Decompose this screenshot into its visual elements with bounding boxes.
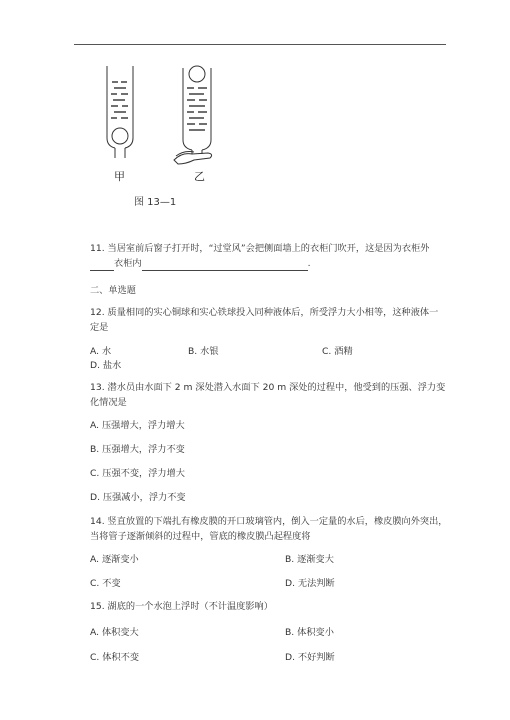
q14-option-b: B. 逐渐变大: [285, 554, 334, 565]
q13-option-d: D. 压强减小，浮力不变: [90, 492, 186, 503]
q13-option-b: B. 压强增大，浮力不变: [90, 444, 185, 455]
q12-option-b: B. 水银: [188, 346, 219, 357]
q12-option-a: A. 水: [90, 346, 112, 357]
q11-blank-2: [142, 260, 308, 271]
top-rule: [74, 44, 446, 45]
q14-line1: 14. 竖直放置的下端扎有橡皮膜的开口玻璃管内，倒入一定量的水后，橡皮膜向外突出，: [90, 516, 448, 527]
q12-option-c: C. 酒精: [322, 346, 353, 357]
section-title: 二、单选题: [90, 285, 136, 296]
tube-left: [107, 66, 133, 158]
q11-line1: 11. 当居室前后窗子打开时，“过堂风”会把侧面墙上的衣柜门吹开，这是因为衣柜外: [90, 243, 430, 254]
q13-line2: 化情况是: [90, 397, 127, 408]
label-yi: 乙: [194, 170, 205, 183]
q12-line2: 定是: [90, 322, 109, 333]
q11-blank-1: [90, 260, 114, 271]
q12-line1: 12. 质量相同的实心铜球和实心铁球投入同种液体后，所受浮力大小相等，这种液体一: [90, 307, 439, 318]
q14-line2: 当将管子逐渐倾斜的过程中，管底的橡皮膜凸起程度将: [90, 531, 311, 542]
figure-13-1: [90, 60, 250, 210]
q11-line2: [90, 256, 310, 271]
tube-right: [174, 66, 212, 164]
tubes-illustration: [90, 60, 250, 210]
q15-line1: 15. 湖底的一个水泡上浮时（不计温度影响）: [90, 601, 273, 612]
q14-option-c: C. 不变: [90, 578, 121, 589]
q14-option-d: D. 无法判断: [285, 578, 335, 589]
label-jia: 甲: [114, 170, 125, 183]
q13-option-a: A. 压强增大，浮力增大: [90, 420, 185, 431]
q11-mid: 衣柜内: [114, 258, 142, 269]
q15-option-a: A. 体积变大: [90, 627, 139, 638]
q12-option-d: D. 盐水: [90, 360, 122, 371]
figure-caption: 图 13—1: [134, 197, 177, 208]
q13-option-c: C. 压强不变，浮力增大: [90, 468, 185, 479]
q13-line1: 13. 潜水员由水面下 2 m 深处潜入水面下 20 m 深处的过程中，他受到的压强、浮力变: [90, 382, 446, 393]
q14-option-a: A. 逐渐变小: [90, 554, 139, 565]
q15-option-d: D. 不好判断: [285, 652, 335, 663]
q15-option-b: B. 体积变小: [285, 627, 334, 638]
q11-end: .: [307, 258, 311, 269]
q15-option-c: C. 体积不变: [90, 652, 140, 663]
